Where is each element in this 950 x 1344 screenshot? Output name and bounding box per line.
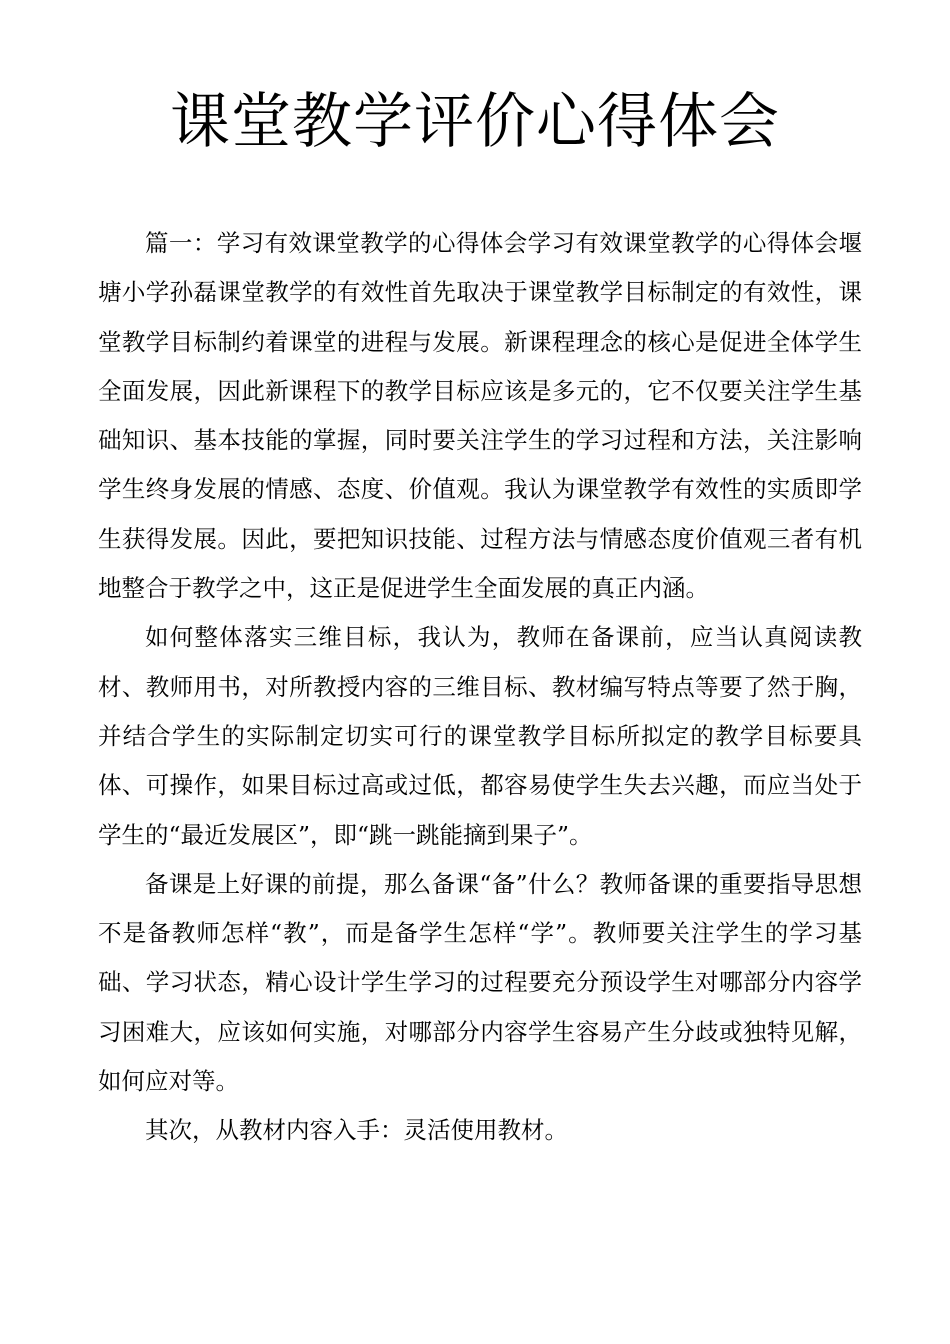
paragraph-2: 如何整体落实三维目标，我认为，教师在备课前，应当认真阅读教材、教师用书，对所教授内容的三维目标、教材编写特点等要了然于胸，并结合学生的实际制定切实可行的课堂教学目标所拟定的教学目标要具体、可操作，如果目标过高或过低，都容易使学生失去兴趣，而应当处于学生的“最近发展区”，即“跳一跳能摘到果子”。 [98, 623, 862, 849]
paragraph-3: 备课是上好课的前提，那么备课“备”什么？教师备课的重要指导思想不是备教师怎样“教”，而是备学生怎样“学”。教师要关注学生的学习基础、学习状态，精心设计学生学习的过程要充分预设学生对哪部分内容学习困难大，应该如何实施，对哪部分内容学生容易产生分歧或独特见解，如何应对等。 [98, 869, 862, 1096]
document-title: 课堂教学评价心得体会 [170, 87, 780, 157]
paragraph-1: 篇一：学习有效课堂教学的心得体会学习有效课堂教学的心得体会堰塘小学孙磊课堂教学的有效性首先取决于课堂教学目标制定的有效性，课堂教学目标制约着课堂的进程与发展。新课程理念的核心是促进全体学生全面发展，因此新课程下的教学目标应该是多元的，它不仅要关注学生基础知识、基本技能的掌握，同时要关注学生的学习过程和方法，关注影响学生终身发展的情感、态度、价值观。我认为课堂教学有效性的实质即学生获得发展。因此，要把知识技能、过程方法与情感态度价值观三者有机地整合于教学之中，这正是促进学生全面发展的真正内涵。 [98, 229, 862, 603]
paragraph-4: 其次，从教材内容入手：灵活使用教材。 [145, 1116, 568, 1145]
document-body [98, 219, 862, 1156]
